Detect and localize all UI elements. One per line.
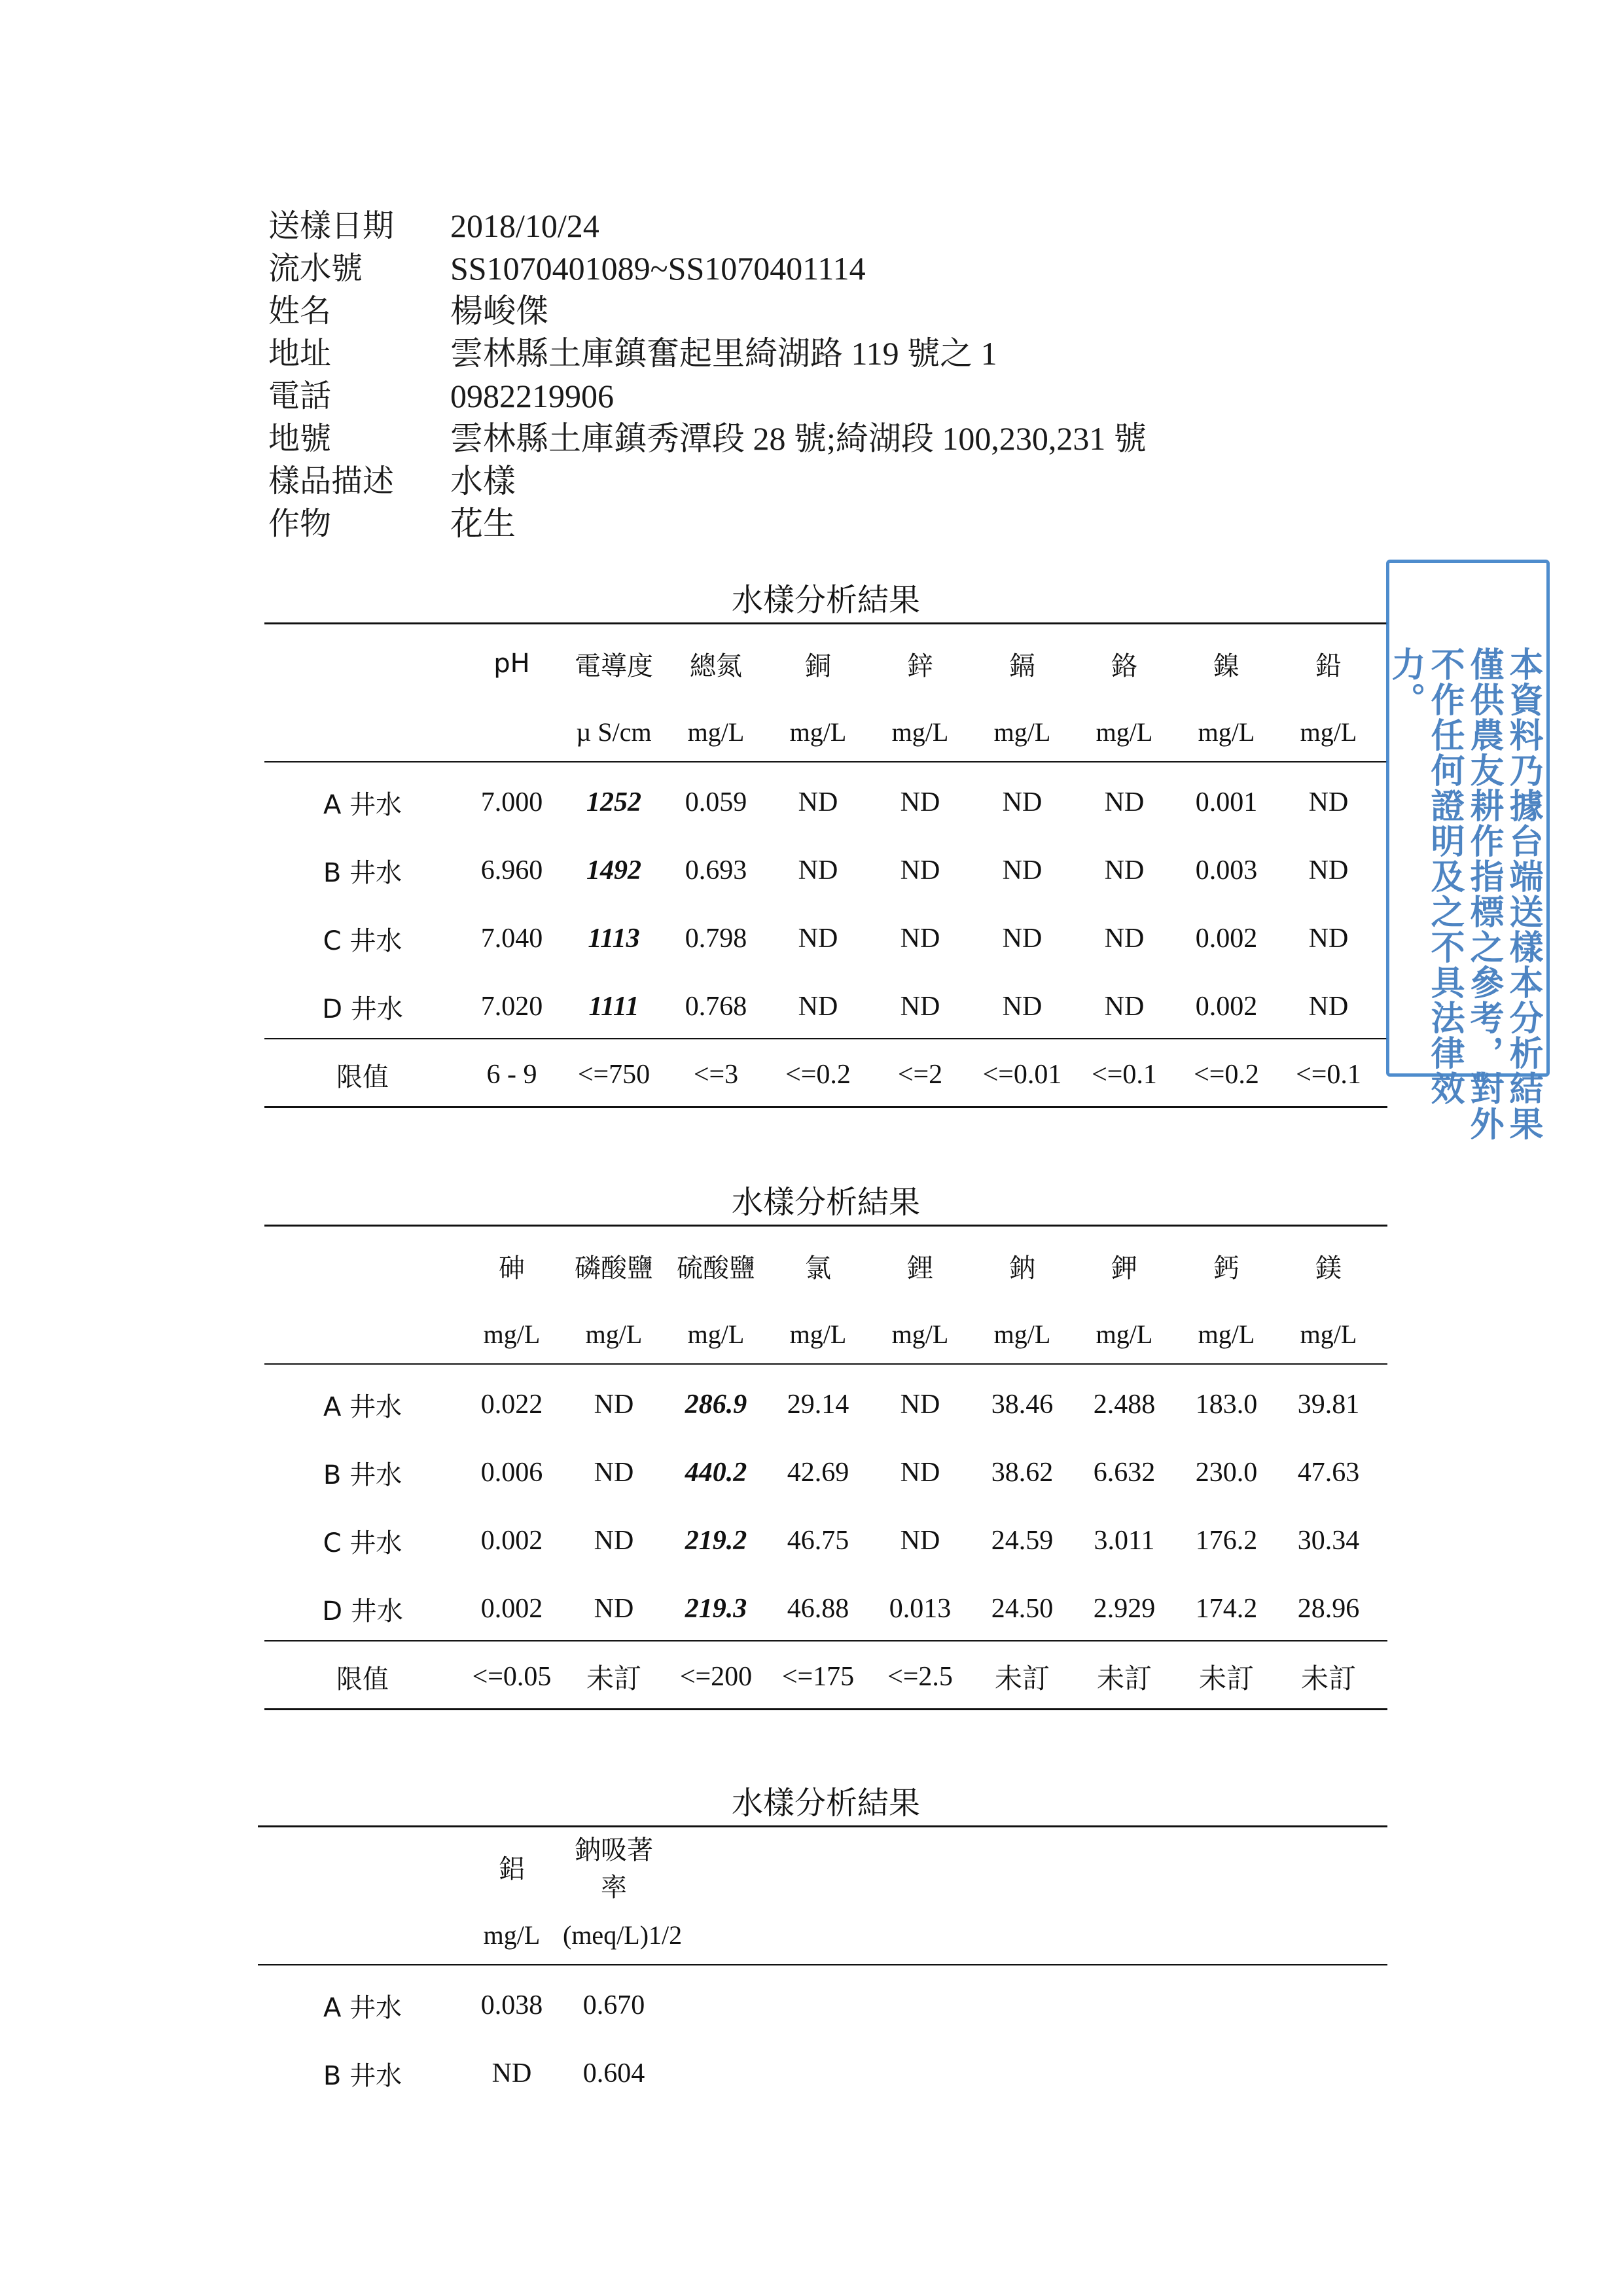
table-cell: 0.003	[1195, 855, 1258, 886]
table-cell: ND	[1308, 924, 1349, 954]
table-row	[264, 1439, 1387, 1507]
table-cell: 24.59	[991, 1526, 1054, 1556]
column-header: 鎳	[1213, 651, 1240, 681]
column-unit: mg/L	[1198, 717, 1255, 747]
table-cell: ND	[1002, 924, 1043, 954]
limit-label: 限值	[336, 1062, 389, 1092]
table-cell: ND	[900, 992, 940, 1022]
table-cell: ND	[900, 924, 940, 954]
info-label: 姓名	[268, 292, 332, 329]
limit-cell: 未訂	[1198, 1664, 1254, 1695]
table-cell: 29.14	[787, 1390, 849, 1420]
table-cell: 0.768	[685, 992, 747, 1022]
table-2-title: 水樣分析結果	[731, 1184, 920, 1221]
column-header: 鎘	[1009, 651, 1035, 681]
info-label: 送樣日期	[268, 207, 395, 244]
table-cell: ND	[1104, 855, 1145, 886]
row-label: A 井水	[323, 1992, 402, 2023]
table-cell: ND	[1308, 787, 1349, 817]
limit-cell: <=0.2	[1194, 1060, 1259, 1090]
column-header: 鉀	[1111, 1253, 1137, 1283]
table-unit-row	[264, 698, 1387, 766]
row-label: C 井水	[323, 1528, 402, 1558]
table-cell: 0.604	[582, 2058, 645, 2089]
limit-cell: <=0.05	[472, 1662, 552, 1692]
table-cell: 47.63	[1297, 1458, 1360, 1488]
table-row	[264, 1507, 1387, 1575]
table-row	[264, 973, 1387, 1041]
info-row	[268, 374, 1147, 417]
table-rule	[264, 1038, 1387, 1039]
table-cell: 38.46	[991, 1390, 1054, 1420]
table-cell: 24.50	[991, 1594, 1054, 1624]
limit-cell: <=3	[693, 1060, 739, 1090]
info-row	[268, 289, 1147, 332]
row-label: A 井水	[323, 1391, 402, 1422]
column-unit: mg/L	[1096, 717, 1153, 747]
column-unit: mg/L	[1198, 1319, 1255, 1349]
info-row	[268, 332, 1147, 374]
column-header: pH	[493, 649, 530, 679]
info-label: 流水號	[268, 249, 363, 287]
limit-cell: <=0.1	[1092, 1060, 1157, 1090]
info-row	[268, 417, 1147, 459]
column-header: 電導度	[575, 651, 653, 681]
sample-info	[268, 204, 1147, 545]
info-row	[268, 247, 1147, 289]
table-unit-row	[264, 1300, 1387, 1368]
table-rule	[258, 1964, 1387, 1965]
limit-label: 限值	[336, 1664, 389, 1695]
column-unit: mg/L	[687, 717, 745, 747]
table-cell: 30.34	[1297, 1526, 1360, 1556]
table-unit-row	[264, 1901, 1387, 1969]
table-cell: ND	[594, 1458, 634, 1488]
table-cell: 6.960	[480, 855, 543, 886]
column-header: 鉛	[1315, 651, 1342, 681]
table-cell: 0.002	[1195, 992, 1258, 1022]
table-cell: 176.2	[1195, 1526, 1258, 1556]
table-cell: ND	[900, 855, 940, 886]
table-cell: 0.693	[685, 855, 747, 886]
info-value: 2018/10/24	[450, 207, 599, 244]
limit-cell: <=750	[577, 1060, 651, 1090]
table-cell: 230.0	[1195, 1458, 1258, 1488]
column-header: 鎂	[1315, 1253, 1342, 1283]
table-cell: 0.798	[685, 924, 747, 954]
table-cell: ND	[1104, 992, 1145, 1022]
table-cell: 1113	[588, 924, 640, 954]
column-unit: mg/L	[1300, 1319, 1357, 1349]
info-label: 作物	[268, 505, 332, 542]
column-header: 鋁	[499, 1854, 525, 1884]
table-1-title: 水樣分析結果	[731, 582, 920, 619]
info-row	[268, 204, 1147, 247]
table-cell: 440.2	[685, 1458, 747, 1488]
info-value: 水樣	[450, 462, 516, 499]
disclaimer-stamp	[1385, 560, 1550, 1141]
column-header: 砷	[499, 1253, 525, 1283]
analysis-table-3	[264, 1771, 1387, 2111]
column-unit: mg/L	[483, 1920, 541, 1950]
table-header-row	[264, 1833, 1387, 1901]
limit-cell: 未訂	[586, 1664, 641, 1695]
row-label: D 井水	[322, 994, 403, 1024]
table-row	[264, 1971, 1387, 2039]
table-cell: 0.013	[889, 1594, 952, 1624]
column-unit: mg/L	[993, 717, 1051, 747]
table-cell: ND	[798, 787, 838, 817]
table-cell: ND	[1002, 855, 1043, 886]
table-cell: 0.006	[480, 1458, 543, 1488]
limit-cell: 未訂	[994, 1664, 1050, 1695]
column-unit: mg/L	[483, 1319, 541, 1349]
table-rule	[258, 1825, 1387, 1827]
table-rule	[264, 1106, 1387, 1108]
column-unit: mg/L	[789, 1319, 847, 1349]
table-cell: ND	[594, 1526, 634, 1556]
column-unit: µ S/cm	[576, 717, 652, 747]
table-cell: 183.0	[1195, 1390, 1258, 1420]
info-value: 花生	[450, 505, 516, 542]
table-cell: ND	[1104, 924, 1145, 954]
table-cell: ND	[491, 2058, 532, 2089]
table-3-title: 水樣分析結果	[731, 1785, 920, 1821]
column-header: 總氮	[690, 651, 742, 681]
table-cell: ND	[1104, 787, 1145, 817]
table-header-row	[264, 1232, 1387, 1300]
table-cell: 0.059	[685, 787, 747, 817]
info-label: 電話	[268, 377, 332, 414]
table-cell: 46.75	[787, 1526, 849, 1556]
limit-row	[264, 1643, 1387, 1711]
limit-cell: <=2.5	[887, 1662, 953, 1692]
column-header: 鉻	[1111, 651, 1137, 681]
table-cell: ND	[900, 787, 940, 817]
table-cell: 7.020	[480, 992, 543, 1022]
limit-cell: <=200	[679, 1662, 753, 1692]
limit-cell: 未訂	[1300, 1664, 1356, 1695]
column-header: 鈉吸著率	[575, 1835, 653, 1903]
column-header: 硫酸鹽	[677, 1253, 755, 1283]
table-cell: 0.002	[1195, 924, 1258, 954]
row-label: B 井水	[323, 1460, 402, 1490]
info-row	[268, 459, 1147, 502]
column-unit: mg/L	[585, 1319, 643, 1349]
column-unit: mg/L	[891, 717, 949, 747]
info-value: 楊峻傑	[450, 292, 548, 329]
table-rule	[264, 1363, 1387, 1365]
row-label: A 井水	[323, 789, 402, 820]
table-rule	[264, 1640, 1387, 1641]
table-cell: 1111	[588, 992, 639, 1022]
column-unit: (meq/L)1/2	[563, 1920, 683, 1950]
column-unit: mg/L	[789, 717, 847, 747]
info-value: SS1070401089~SS1070401114	[450, 249, 866, 287]
table-cell: 0.038	[480, 1990, 543, 2020]
table-cell: 286.9	[685, 1390, 747, 1420]
table-cell: ND	[900, 1458, 940, 1488]
table-cell: 219.3	[685, 1594, 747, 1624]
analysis-table-1	[264, 568, 1387, 1105]
analysis-table-2	[264, 1170, 1387, 1707]
column-header: 磷酸鹽	[575, 1253, 653, 1283]
table-cell: 2.929	[1093, 1594, 1156, 1624]
row-label: C 井水	[323, 925, 402, 956]
table-cell: 1492	[586, 855, 641, 886]
table-cell: 39.81	[1297, 1390, 1360, 1420]
table-cell: 28.96	[1297, 1594, 1360, 1624]
table-cell: ND	[798, 924, 838, 954]
info-label: 樣品描述	[268, 462, 395, 499]
table-cell: ND	[594, 1390, 634, 1420]
column-header: 鈣	[1213, 1253, 1240, 1283]
table-cell: 46.88	[787, 1594, 849, 1624]
column-header: 銅	[805, 651, 831, 681]
column-unit: mg/L	[993, 1319, 1051, 1349]
table-cell: ND	[900, 1390, 940, 1420]
info-row	[268, 502, 1147, 545]
table-cell: ND	[594, 1594, 634, 1624]
limit-cell: <=0.1	[1296, 1060, 1361, 1090]
table-cell: ND	[1002, 992, 1043, 1022]
table-rule	[264, 1708, 1387, 1710]
limit-cell: <=175	[781, 1662, 855, 1692]
table-row	[264, 768, 1387, 836]
limit-cell: <=0.2	[785, 1060, 851, 1090]
table-cell: ND	[1308, 992, 1349, 1022]
column-header: 氯	[805, 1253, 831, 1283]
table-cell: 219.2	[685, 1526, 747, 1556]
limit-cell: <=2	[897, 1060, 943, 1090]
table-cell: 6.632	[1093, 1458, 1156, 1488]
table-row	[264, 1575, 1387, 1643]
table-cell: 42.69	[787, 1458, 849, 1488]
table-cell: 3.011	[1094, 1526, 1155, 1556]
row-label: B 井水	[323, 857, 402, 888]
column-unit: mg/L	[687, 1319, 745, 1349]
table-cell: 0.001	[1195, 787, 1258, 817]
row-label: B 井水	[323, 2060, 402, 2091]
table-rule	[264, 761, 1387, 762]
column-unit: mg/L	[1300, 717, 1357, 747]
limit-cell: <=0.01	[982, 1060, 1062, 1090]
table-header-row	[264, 630, 1387, 698]
table-row	[264, 905, 1387, 973]
table-cell: 0.002	[480, 1594, 543, 1624]
table-row	[264, 1371, 1387, 1439]
info-value: 0982219906	[450, 377, 614, 414]
limit-cell: 未訂	[1096, 1664, 1152, 1695]
table-cell: ND	[900, 1526, 940, 1556]
table-cell: ND	[1002, 787, 1043, 817]
table-cell: 7.000	[480, 787, 543, 817]
info-value: 雲林縣土庫鎮秀潭段 28 號;綺湖段 100,230,231 號	[450, 420, 1147, 457]
table-cell: 2.488	[1093, 1390, 1156, 1420]
stamp-text: 本資料乃據台端送樣本分析結果僅供農友耕作指標之參考，對外不作任何證明及之不具法律效力。	[1385, 647, 1543, 1141]
table-cell: 7.040	[480, 924, 543, 954]
table-cell: ND	[798, 992, 838, 1022]
info-label: 地址	[268, 334, 332, 372]
table-rule	[264, 622, 1387, 624]
column-unit: mg/L	[1096, 1319, 1153, 1349]
table-row	[264, 836, 1387, 905]
table-cell: ND	[798, 855, 838, 886]
table-cell: 174.2	[1195, 1594, 1258, 1624]
info-label: 地號	[268, 420, 332, 457]
column-header: 鋅	[907, 651, 933, 681]
row-label: D 井水	[322, 1596, 403, 1626]
info-value: 雲林縣土庫鎮奮起里綺湖路 119 號之 1	[450, 334, 997, 372]
table-cell: ND	[1308, 855, 1349, 886]
column-unit: mg/L	[891, 1319, 949, 1349]
table-cell: 0.022	[480, 1390, 543, 1420]
table-cell: 0.002	[480, 1526, 543, 1556]
limit-row	[264, 1041, 1387, 1109]
table-cell: 0.670	[582, 1990, 645, 2020]
table-cell: 38.62	[991, 1458, 1054, 1488]
table-cell: 1252	[586, 787, 641, 817]
limit-cell: 6 - 9	[486, 1060, 537, 1090]
column-header: 鈉	[1009, 1253, 1035, 1283]
column-header: 鋰	[907, 1253, 933, 1283]
table-row	[264, 2039, 1387, 2108]
table-rule	[264, 1225, 1387, 1227]
